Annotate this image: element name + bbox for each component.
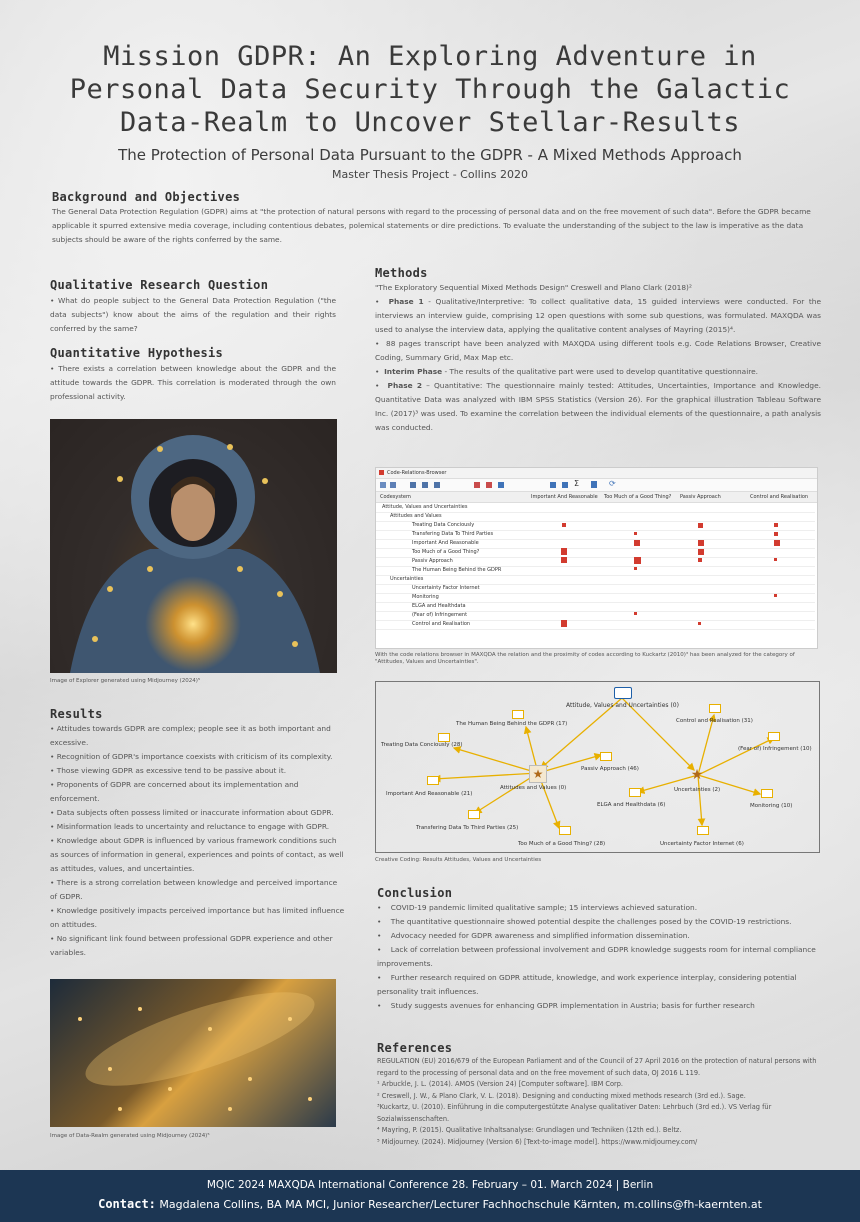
conclusion-text: Study suggests avenues for enhancing GDPR implementation in Austria; basis for further research [390,1001,755,1010]
relation-marker [634,612,637,615]
relation-marker [634,567,637,570]
methods-intro: "The Exploratory Sequential Mixed Methods Design" Creswell and Plano Clark (2018)² [375,283,692,292]
relation-marker [774,558,777,561]
reference-item: ⁵ Midjourney. (2024). Midjourney (Version 6) [Text-to-image model]. https://www.midjourney.com/ [377,1137,698,1146]
code-node-icon[interactable] [709,704,721,713]
code-node-icon[interactable] [697,826,709,835]
poster-title [0,40,860,139]
relation-marker [698,540,704,546]
astronaut-illustration [50,419,337,673]
relation-marker [561,548,567,555]
cells-icon[interactable] [434,482,440,488]
methods-transcript: • 88 pages transcript have been analyzed with MAXQDA using different tools e.g. Code Relations Browser, Creative Coding, Summary Grid, Max Map etc. [375,339,821,362]
relation-marker [561,557,567,563]
crb-titlebar [376,468,817,479]
crb-body [376,503,817,647]
list-item: • Those viewing GDPR as excessive tend to be passive about it. [50,764,346,778]
list-item: • Misinformation leads to uncertainty and reluctance to engage with GDPR. [50,820,346,834]
interim-label: Interim Phase [384,367,443,376]
map-root-label: Attitude, Values and Uncertainties (0) [566,702,679,709]
list-item: • Lack of correlation between professional involvement and GDPR knowledge suggests room for internal compliance improvements. [377,945,816,968]
list-item: • Further research required on GDPR attitude, knowledge, and work experience interplay, considering potential personality trait influences. [377,973,797,996]
map-node-label: Control and Realisation (31) [676,718,753,724]
conference-line: MQIC 2024 MAXQDA International Conference 28. February – 01. March 2024 | Berlin [206,1179,654,1191]
contact-label: Contact: [98,1197,156,1211]
code-node-icon[interactable] [761,789,773,798]
data-realm-image-caption: Image of Data-Realm generated using Midjourney (2024)⁵ [50,1133,210,1139]
relation-marker [774,523,778,527]
creative-coding-map [375,681,820,853]
map-node-label: ELGA and Healthdata (6) [597,802,666,808]
maxqda-icon [379,470,384,475]
reference-item: ¹ Arbuckle, J. L. (2014). AMOS (Version 24) [Computer software]. IBM Corp. [377,1080,624,1088]
results-list [50,722,346,960]
list-item: • Data subjects often possess limited or inaccurate information about GDPR. [50,806,346,820]
background-text: The General Data Protection Regulation (GDPR) aims at "the protection of natural persons with regard to the processing of personal data and on the free movement of such data". Before the GDPR became applicable it spurred extensive media coverage, including contentious debates, polemical statements or dire predictions. To evaluate the understanding of the subject to the law is imperative as the data subjects should be aware of the rights conferred by the same. [52,207,811,244]
code-node-icon[interactable] [768,732,780,741]
reference-item: ³Kuckartz, U. (2010). Einführung in die computergestützte Analyse qualitativer Daten: Lehrbuch (3rd ed.). VS Verlag für Sozialwissenschaften. [377,1103,772,1123]
table-icon[interactable] [390,482,396,488]
methods-heading: Methods [375,266,428,280]
conclusion-text: Lack of correlation between professional involvement and GDPR knowledge suggests room for internal compliance improvements. [377,945,816,968]
contact-line [0,1197,860,1211]
list-item: • COVID-19 pandemic limited qualitative sample; 15 interviews achieved saturation. [377,903,698,912]
results-heading: Results [50,707,103,721]
relation-marker [634,532,637,535]
crb-caption: With the code relations browser in MAXQDA the relation and the proximity of codes according to Kuckartz (2010)³ has been analyzed for the category of "Attitudes, Values and Uncertainties". [375,652,795,665]
row-label: Passiv Approach [412,558,453,564]
crb-toolbar [376,479,817,492]
map-node-label: The Human Being Behind the GDPR (17) [456,721,568,727]
code-node-icon[interactable] [427,776,439,785]
background-heading: Background and Objectives [52,190,241,204]
number-icon[interactable] [498,482,504,488]
sum-icon[interactable]: Σ [574,479,580,488]
conclusion-text: The quantitative questionnaire showed potential despite the challenges posed by the COVID-19 restrictions. [390,917,792,926]
qualitative-heading: Qualitative Research Question [50,278,269,292]
reference-item: ⁴ Mayring, P. (2015). Qualitative Inhaltsanalyse: Grundlagen und Techniken (12th ed.). Beltz. [377,1126,682,1134]
list-item: • Attitudes towards GDPR are complex; people see it as both important and excessive. [50,722,346,750]
grid-icon[interactable] [380,482,386,488]
transcript-text: 88 pages transcript have been analyzed with MAXQDA using different tools e.g. Code Relations Browser, Creative Coding, Summary Grid, Max Map etc. [375,339,821,362]
references-list [377,1056,823,1148]
codesystem-label: Codesystem [380,494,411,500]
list-item: • Knowledge positively impacts perceived importance but has limited influence on attitudes. [50,904,346,932]
reference-item: REGULATION (EU) 2016/679 of the European Parliament and of the Council of 27 April 2016 on the protection of natural persons with regard to the processing of personal data and on the free movement of such data, OJ 2016 L 119. [377,1057,817,1077]
star-icon[interactable]: ★ [529,765,547,783]
code-node-icon[interactable] [600,752,612,761]
map-node-label: (Fear of) Infringement (10) [738,746,812,752]
relation-marker [774,540,780,546]
row-label: Too Much of a Good Thing? [412,549,480,555]
code-node-icon[interactable] [559,826,571,835]
map-hub-label: Attitudes and Values (0) [500,785,567,791]
references-heading: References [377,1041,453,1055]
row-label: Monitoring [412,594,439,600]
square-icon[interactable] [486,482,492,488]
methods-text [375,281,821,435]
relation-marker [774,594,777,597]
map-node-label: Treating Data Conciously (28) [381,742,463,748]
relation-marker [634,540,640,546]
quantitative-heading: Quantitative Hypothesis [50,346,224,360]
relation-marker [774,532,778,536]
code-node-icon[interactable] [629,788,641,797]
methods-interim: • Interim Phase - The results of the qualitative part were used to develop quantitative questionnaire. [375,367,759,376]
code-node-icon[interactable] [468,810,480,819]
relation-marker [698,523,703,528]
list-item: • No significant link found between professional GDPR experience and other variables. [50,932,346,960]
column-header: Important And Reasonable [531,494,598,500]
map-node-label: Transfering Data To Third Parties (25) [416,825,519,831]
title-line-2: Personal Data Security Through the Galactic [69,74,791,105]
relation-marker [698,549,704,555]
conclusion-text: COVID-19 pandemic limited qualitative sample; 15 interviews achieved saturation. [390,903,698,912]
code-node-icon[interactable] [512,710,524,719]
interim-text: - The results of the qualitative part were used to develop quantitative questionnaire. [442,367,759,376]
column-header: Control and Realisation [750,494,809,500]
map-node-label: Monitoring (10) [750,803,793,809]
code-relations-browser [375,467,818,649]
methods-phase2: • Phase 2 – Quantitative: The questionnaire mainly tested: Attitudes, Uncertainties, Importance and Knowledge. Quantitative Data was analyzed with IBM SPSS Statistics (Version 26). For the graphical illustration Tableau Software Inc. (2017)³ was used. To examine the correlation between the individual elements of the questionnaire, a path analysis was conducted. [375,381,821,432]
map-caption: Creative Coding: Results Attitudes, Values and Uncertainties [375,857,542,863]
crb-title: Code-Relations-Browser [387,470,447,476]
root-code-icon[interactable] [614,687,632,699]
data-realm-illustration [50,979,336,1127]
row-label: Uncertainty Factor Internet [412,585,480,591]
methods-phase1: • Phase 1 - Qualitative/Interpretive: To collect qualitative data, 15 guided interviews were conducted. For the interviews an interview guide, comprising 12 open questions with some sub questions, was formulated. MAXQDA was used to analyse the interview data, applying the qualitative content analyses of Mayring (2015)⁴. [375,297,821,334]
conclusion-text: Further research required on GDPR attitude, knowledge, and work experience interplay, considering potential personality trait influences. [377,973,797,996]
map-hub-label: Uncertainties (2) [674,787,721,793]
row-label: Transfering Data To Third Parties [412,531,494,537]
sort-icon[interactable] [591,481,597,488]
refresh-icon[interactable]: ⟳ [609,479,616,488]
relation-marker [698,558,702,562]
project-line: Master Thesis Project - Collins 2020 [332,168,528,181]
reference-item: ² Creswell, J. W., & Plano Clark, V. L. (2018). Designing and conducting mixed methods research (3rd ed.). Sage. [377,1091,746,1100]
export-icon[interactable] [562,482,568,488]
poster-subtitle: The Protection of Personal Data Pursuant to the GDPR - A Mixed Methods Approach [118,146,742,164]
map-node-label: Passiv Approach (46) [581,766,639,772]
relation-marker [698,622,701,625]
list-item: • Knowledge about GDPR is influenced by various framework conditions such as sources of information in general, experiences and points of contact, as well as attitudes, values, and uncertainties. [50,834,346,876]
explorer-image [50,419,337,673]
qualitative-text: • What do people subject to the General Data Protection Regulation ("the data subjects") know about the aims of the regulation and their rights conferred by the same? [50,296,336,333]
column-header: Too Much of a Good Thing? [604,494,672,500]
phase2-label: Phase 2 [387,381,423,390]
footer-bar [0,1170,860,1222]
map-node-label: Too Much of a Good Thing? (28) [518,841,606,847]
table-row[interactable] [376,620,815,630]
row-label: The Human Being Behind the GDPR [412,567,502,573]
relation-marker [561,620,567,627]
columns-icon[interactable] [410,482,416,488]
row-label: Control and Realisation [412,621,471,627]
explorer-image-caption: Image of Explorer generated using Midjourney (2024)⁵ [50,678,201,684]
quantitative-text: • There exists a correlation between knowledge about the GDPR and the attitude towards the GDPR. This correlation is moderated through the own professional activity. [50,364,336,401]
list-item: • There is a strong correlation between knowledge and perceived importance of GDPR. [50,876,346,904]
title-line-3: Data-Realm to Uncover Stellar-Results [120,107,740,138]
list-item: • Proponents of GDPR are concerned about its implementation and enforcement. [50,778,346,806]
row-label: Important And Reasonable [412,540,479,546]
symbol-icon[interactable] [474,482,480,488]
column-header: Passiv Approach [680,494,721,500]
phase2-text: – Quantitative: The questionnaire mainly tested: Attitudes, Uncertainties, Importance and Knowledge. Quantitative Data was analyzed with IBM SPSS Statistics (Version 26). For the graphical illustration Tableau Software Inc. (2017)³ was used. To examine the correlation between the individual elements of the questionnaire, a path analysis was conducted. [375,381,821,432]
code-node-icon[interactable] [438,733,450,742]
list-item: • Recognition of GDPR's importance coexists with criticism of its complexity. [50,750,346,764]
row-label: (Fear of) Infringement [412,612,468,618]
row-label: Uncertainties [390,576,424,582]
star-icon[interactable]: ★ [690,767,704,783]
list-item: • Study suggests avenues for enhancing GDPR implementation in Austria; basis for further research [377,1001,755,1010]
list-item: • Advocacy needed for GDPR awareness and simplified information dissemination. [377,931,690,940]
conclusion-heading: Conclusion [377,886,453,900]
rows-icon[interactable] [422,482,428,488]
map-node-label: Important And Reasonable (21) [386,791,473,797]
phase1-text: - Qualitative/Interpretive: To collect qualitative data, 15 guided interviews were conducted. For the interviews an interview guide, comprising 12 open questions with some sub questions, was formulated. MAXQDA was used to analyse the interview data, applying the qualitative content analyses of Mayring (2015)⁴. [375,297,821,334]
conclusion-text: Advocacy needed for GDPR awareness and simplified information dissemination. [390,931,690,940]
row-label: Attitudes and Values [390,513,442,519]
map-node-label: Uncertainty Factor Internet (6) [660,841,744,847]
row-label: Attitude, Values and Uncertainties [382,504,468,510]
relation-marker [562,523,566,527]
conclusion-list [377,901,823,1013]
list-item: • The quantitative questionnaire showed potential despite the challenges posed by the COVID-19 restrictions. [377,917,792,926]
data-realm-image [50,979,336,1127]
phase1-label: Phase 1 [388,297,424,306]
contact-text: Magdalena Collins, BA MA MCI, Junior Researcher/Lecturer Fachhochschule Kärnten, m.collins@fh-kaernten.at [155,1198,762,1211]
title-line-1: Mission GDPR: An Exploring Adventure in [103,41,757,72]
row-label: Treating Data Conciously [412,522,475,528]
relation-marker [634,557,641,564]
crb-header [376,492,817,503]
row-label: ELGA and Healthdata [412,603,466,609]
save-icon[interactable] [550,482,556,488]
